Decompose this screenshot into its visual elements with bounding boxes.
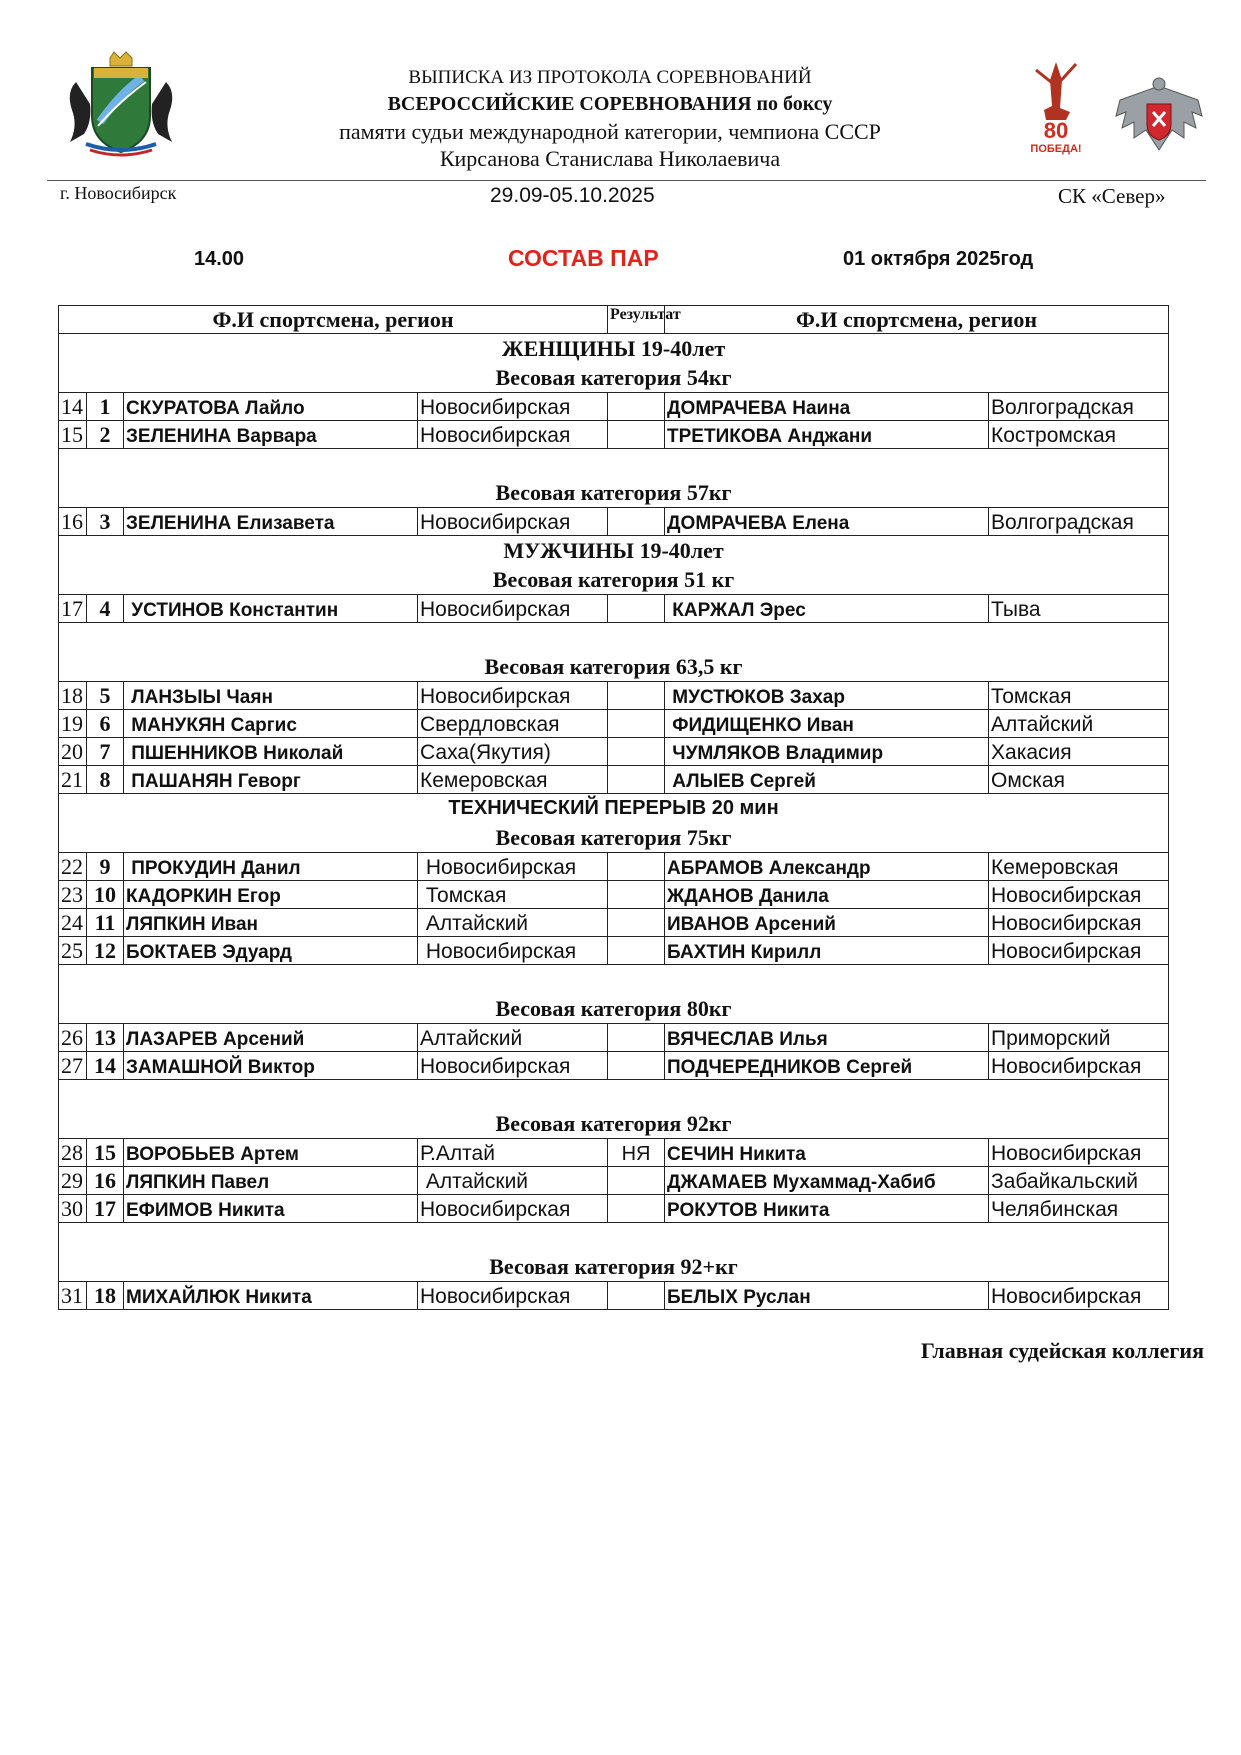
section-row (59, 1223, 1169, 1282)
right-athlete-name: БАХТИН Кирилл (665, 937, 989, 965)
bout-pair-number: 10 (87, 881, 124, 909)
bout-global-number: 17 (59, 595, 87, 623)
left-athlete-name: МИХАЙЛЮК Никита (124, 1282, 418, 1310)
left-athlete-name: ЛЯПКИН Павел (124, 1167, 418, 1195)
left-athlete-name: ЗЕЛЕНИНА Елизавета (124, 508, 418, 536)
weight-category: Весовая категория 80кг (495, 996, 732, 1021)
bout-row (59, 1139, 1169, 1167)
bout-pair-number: 8 (87, 766, 124, 794)
bout-row (59, 682, 1169, 710)
bout-global-number: 19 (59, 710, 87, 738)
right-athlete-name: ТРЕТИКОВА Анджани (665, 421, 989, 449)
right-athlete-region: Новосибирская (989, 1282, 1169, 1310)
bout-pair-number: 4 (87, 595, 124, 623)
left-athlete-name: ВОРОБЬЕВ Артем (124, 1139, 418, 1167)
right-athlete-region: Хакасия (989, 738, 1169, 766)
left-athlete-region: Новосибирская (418, 937, 608, 965)
weight-category: Весовая категория 57кг (495, 480, 732, 505)
right-athlete-name: ФИДИЩЕНКО Иван (665, 710, 989, 738)
right-athlete-region: Забайкальский (989, 1167, 1169, 1195)
left-athlete-name: ЛЯПКИН Иван (124, 909, 418, 937)
right-athlete-region: Костромская (989, 421, 1169, 449)
boxing-federation-eagle-icon (1112, 76, 1206, 160)
bout-row (59, 393, 1169, 421)
right-athlete-region: Приморский (989, 1024, 1169, 1052)
right-athlete-name: ПОДЧЕРЕДНИКОВ Сергей (665, 1052, 989, 1080)
left-athlete-name: ЕФИМОВ Никита (124, 1195, 418, 1223)
result-header: Результат (608, 306, 665, 334)
section-row (59, 334, 1169, 393)
bout-pair-number: 7 (87, 738, 124, 766)
weight-category: Весовая категория 92+кг (489, 1254, 738, 1279)
memorial-subtitle: памяти судьи международной категории, чемпиона СССР (339, 119, 881, 144)
left-athlete-region: Новосибирская (418, 682, 608, 710)
bout-global-number: 14 (59, 393, 87, 421)
bout-global-number: 25 (59, 937, 87, 965)
bout-row (59, 508, 1169, 536)
left-athlete-region: Свердловская (418, 710, 608, 738)
bout-global-number: 31 (59, 1282, 87, 1310)
victory-badge-number: 80 (1043, 118, 1069, 143)
section-spacer (61, 1080, 1166, 1109)
left-athlete-name: СКУРАТОВА Лайло (124, 393, 418, 421)
bout-row (59, 1024, 1169, 1052)
left-athlete-region: Новосибирская (418, 853, 608, 881)
right-athlete-region: Новосибирская (989, 937, 1169, 965)
bout-result (608, 738, 665, 766)
header-divider (47, 180, 1206, 181)
bout-result (608, 682, 665, 710)
bout-row (59, 710, 1169, 738)
weight-category: Весовая категория 63,5 кг (484, 654, 743, 679)
bout-pair-number: 13 (87, 1024, 124, 1052)
protocol-extract-title: ВЫПИСКА ИЗ ПРОТОКОЛА СОРЕВНОВАНИЙ (408, 67, 812, 88)
bout-result (608, 1167, 665, 1195)
victory-80-emblem-icon (1026, 60, 1086, 156)
document-header (200, 64, 1020, 172)
left-athlete-region: Алтайский (418, 909, 608, 937)
bout-global-number: 22 (59, 853, 87, 881)
competition-dates: 29.09-05.10.2025 (490, 184, 655, 207)
right-athlete-region: Новосибирская (989, 881, 1169, 909)
right-athlete-name: ЧУМЛЯКОВ Владимир (665, 738, 989, 766)
weight-category: Весовая категория 54кг (495, 365, 732, 390)
memorial-name: Кирсанова Станислава Николаевича (439, 146, 781, 171)
bout-row (59, 421, 1169, 449)
section-row (59, 449, 1169, 508)
venue-label: СК «Север» (1058, 184, 1166, 208)
right-athlete-region: Новосибирская (989, 909, 1169, 937)
section-cell (59, 794, 1169, 853)
left-athlete-name: ЛАЗАРЕВ Арсений (124, 1024, 418, 1052)
bout-pair-number: 15 (87, 1139, 124, 1167)
section-cell (59, 536, 1169, 595)
left-athlete-header: Ф.И спортсмена, регион (59, 306, 608, 334)
city-label: г. Новосибирск (60, 183, 177, 203)
right-athlete-name: ИВАНОВ Арсений (665, 909, 989, 937)
right-athlete-region: Томская (989, 682, 1169, 710)
section-spacer (61, 965, 1166, 994)
bout-pair-number: 17 (87, 1195, 124, 1223)
left-athlete-name: ПАШАНЯН Геворг (124, 766, 418, 794)
bout-row (59, 1282, 1169, 1310)
bout-result (608, 766, 665, 794)
bout-global-number: 24 (59, 909, 87, 937)
bout-global-number: 26 (59, 1024, 87, 1052)
section-row (59, 965, 1169, 1024)
bout-pair-number: 9 (87, 853, 124, 881)
left-athlete-name: ЛАНЗЫЫ Чаян (124, 682, 418, 710)
bout-global-number: 20 (59, 738, 87, 766)
left-athlete-region: Новосибирская (418, 595, 608, 623)
left-athlete-region: Алтайский (418, 1167, 608, 1195)
section-cell (59, 334, 1169, 393)
left-athlete-name: ПШЕННИКОВ Николай (124, 738, 418, 766)
right-athlete-region: Волгоградская (989, 508, 1169, 536)
weight-category: Весовая категория 51 кг (492, 567, 735, 592)
bout-pair-number: 2 (87, 421, 124, 449)
left-athlete-region: Новосибирская (418, 1195, 608, 1223)
right-athlete-name: ВЯЧЕСЛАВ Илья (665, 1024, 989, 1052)
session-date: 01 октября 2025год (843, 248, 1034, 270)
bout-result (608, 1052, 665, 1080)
bout-result (608, 853, 665, 881)
bout-pairs-table (58, 305, 1169, 1310)
bout-global-number: 18 (59, 682, 87, 710)
right-athlete-name: РОКУТОВ Никита (665, 1195, 989, 1223)
bout-pair-number: 12 (87, 937, 124, 965)
bout-pair-number: 1 (87, 393, 124, 421)
right-athlete-name: БЕЛЫХ Руслан (665, 1282, 989, 1310)
gender-age-group: МУЖЧИНЫ 19-40лет (503, 538, 724, 563)
left-athlete-name: БОКТАЕВ Эдуард (124, 937, 418, 965)
left-athlete-name: МАНУКЯН Саргис (124, 710, 418, 738)
right-athlete-region: Кемеровская (989, 853, 1169, 881)
right-athlete-name: АЛЫЕВ Сергей (665, 766, 989, 794)
left-athlete-region: Томская (418, 881, 608, 909)
bout-global-number: 27 (59, 1052, 87, 1080)
bout-global-number: 28 (59, 1139, 87, 1167)
technical-break: ТЕХНИЧЕСКИЙ ПЕРЕРЫВ 20 мин (448, 797, 779, 819)
weight-category: Весовая категория 92кг (495, 1111, 732, 1136)
section-spacer (61, 623, 1166, 652)
left-athlete-name: КАДОРКИН Егор (124, 881, 418, 909)
left-athlete-region: Новосибирская (418, 421, 608, 449)
left-athlete-region: Саха(Якутия) (418, 738, 608, 766)
bout-row (59, 909, 1169, 937)
competition-title: ВСЕРОССИЙСКИЕ СОРЕВНОВАНИЯ по боксу (387, 93, 833, 115)
bout-result (608, 1282, 665, 1310)
left-athlete-region: Новосибирская (418, 508, 608, 536)
bout-global-number: 16 (59, 508, 87, 536)
section-row (59, 794, 1169, 853)
left-athlete-region: Новосибирская (418, 393, 608, 421)
right-athlete-name: КАРЖАЛ Эрес (665, 595, 989, 623)
right-athlete-region: Волгоградская (989, 393, 1169, 421)
right-athlete-region: Новосибирская (989, 1139, 1169, 1167)
bout-result (608, 909, 665, 937)
left-athlete-name: ПРОКУДИН Данил (124, 853, 418, 881)
bout-result (608, 595, 665, 623)
left-athlete-name: ЗЕЛЕНИНА Варвара (124, 421, 418, 449)
victory-badge-caption: ПОБЕДА! (1030, 143, 1082, 155)
right-athlete-name: СЕЧИН Никита (665, 1139, 989, 1167)
bout-row (59, 595, 1169, 623)
bout-row (59, 766, 1169, 794)
right-athlete-region: Новосибирская (989, 1052, 1169, 1080)
bout-row (59, 1052, 1169, 1080)
bout-result (608, 1195, 665, 1223)
session-time: 14.00 (194, 248, 245, 270)
bout-pair-number: 14 (87, 1052, 124, 1080)
left-athlete-region: Кемеровская (418, 766, 608, 794)
bout-global-number: 21 (59, 766, 87, 794)
right-athlete-name: АБРАМОВ Александр (665, 853, 989, 881)
bout-global-number: 15 (59, 421, 87, 449)
bout-result: НЯ (608, 1139, 665, 1167)
bout-row (59, 738, 1169, 766)
section-row (59, 536, 1169, 595)
section-spacer (61, 449, 1166, 478)
right-athlete-name: ДЖАМАЕВ Мухаммад-Хабиб (665, 1167, 989, 1195)
section-cell (59, 1223, 1169, 1282)
left-athlete-region: Новосибирская (418, 1052, 608, 1080)
bout-result (608, 393, 665, 421)
right-athlete-region: Омская (989, 766, 1169, 794)
bout-row (59, 1167, 1169, 1195)
left-athlete-name: УСТИНОВ Константин (124, 595, 418, 623)
bout-pair-number: 6 (87, 710, 124, 738)
right-athlete-region: Тыва (989, 595, 1169, 623)
bout-pair-number: 11 (87, 909, 124, 937)
left-athlete-region: Алтайский (418, 1024, 608, 1052)
section-cell (59, 623, 1169, 682)
bout-row (59, 881, 1169, 909)
bout-result (608, 710, 665, 738)
bout-row (59, 937, 1169, 965)
section-row (59, 1080, 1169, 1139)
weight-category: Весовая категория 75кг (495, 825, 732, 850)
bout-result (608, 508, 665, 536)
bout-result (608, 937, 665, 965)
bout-row (59, 1195, 1169, 1223)
section-cell (59, 449, 1169, 508)
bout-result (608, 1024, 665, 1052)
bout-global-number: 23 (59, 881, 87, 909)
bout-row (59, 853, 1169, 881)
right-athlete-name: ЖДАНОВ Данила (665, 881, 989, 909)
left-athlete-name: ЗАМАШНОЙ Виктор (124, 1052, 418, 1080)
right-athlete-name: ДОМРАЧЕВА Наина (665, 393, 989, 421)
bout-result (608, 881, 665, 909)
bout-pair-number: 5 (87, 682, 124, 710)
gender-age-group: ЖЕНЩИНЫ 19-40лет (501, 336, 726, 361)
bout-pairs-title: СОСТАВ ПАР (508, 245, 659, 271)
section-row (59, 623, 1169, 682)
left-athlete-region: Новосибирская (418, 1282, 608, 1310)
chief-judges-signature: Главная судейская коллегия (920, 1338, 1204, 1363)
left-athlete-region: Р.Алтай (418, 1139, 608, 1167)
bout-result (608, 421, 665, 449)
section-spacer (61, 1223, 1166, 1252)
bout-global-number: 29 (59, 1167, 87, 1195)
novosibirsk-coat-of-arms-icon (62, 52, 180, 156)
bout-pair-number: 18 (87, 1282, 124, 1310)
table-header-row (59, 306, 1169, 334)
right-athlete-region: Челябинская (989, 1195, 1169, 1223)
right-athlete-header: Ф.И спортсмена, регион (665, 306, 1169, 334)
bout-pair-number: 3 (87, 508, 124, 536)
right-athlete-region: Алтайский (989, 710, 1169, 738)
right-athlete-name: МУСТЮКОВ Захар (665, 682, 989, 710)
right-athlete-name: ДОМРАЧЕВА Елена (665, 508, 989, 536)
section-cell (59, 1080, 1169, 1139)
bout-pair-number: 16 (87, 1167, 124, 1195)
bout-global-number: 30 (59, 1195, 87, 1223)
section-cell (59, 965, 1169, 1024)
